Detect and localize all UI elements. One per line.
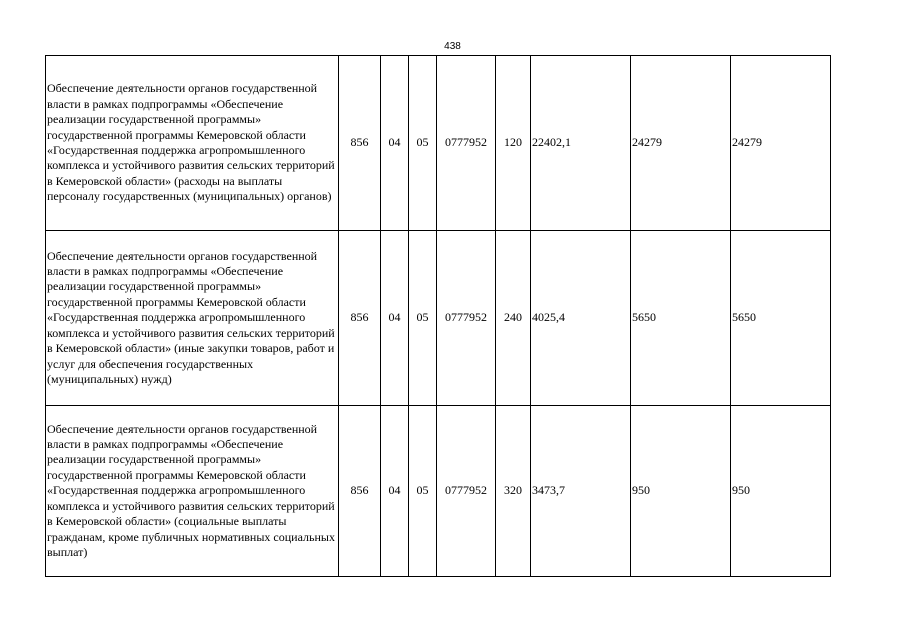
section-code: 04: [381, 406, 409, 577]
row-description: Обеспечение деятельности органов государственной власти в рамках подпрограммы «Обеспечение реализации государственной программы» государственной программы Кемеровской области «Государственная поддержка агропромышленного комплекса и устойчивого развития сельских территорий в Кемеровской области» (иные закупки товаров, работ и услуг для обеспечения государственных (муниципальных) нужд): [46, 231, 339, 406]
amount-3: 5650: [731, 231, 831, 406]
expense-type-code: 240: [496, 231, 531, 406]
section-code: 04: [381, 231, 409, 406]
subsection-code: 05: [409, 231, 437, 406]
section-code: 04: [381, 56, 409, 231]
amount-1: 3473,7: [531, 406, 631, 577]
amount-2: 950: [631, 406, 731, 577]
subsection-code: 05: [409, 406, 437, 577]
target-article-code: 0777952: [437, 231, 496, 406]
page-number: 438: [444, 41, 461, 52]
table-row: [46, 231, 831, 406]
amount-1: 22402,1: [531, 56, 631, 231]
target-article-code: 0777952: [437, 406, 496, 577]
row-description: Обеспечение деятельности органов государственной власти в рамках подпрограммы «Обеспечение реализации государственной программы» государственной программы Кемеровской области «Государственная поддержка агропромышленного комплекса и устойчивого развития сельских территорий в Кемеровской области» (социальные выплаты гражданам, кроме публичных нормативных социальных выплат): [46, 406, 339, 577]
amount-3: 950: [731, 406, 831, 577]
target-article-code: 0777952: [437, 56, 496, 231]
amount-2: 24279: [631, 56, 731, 231]
table-row: [46, 56, 831, 231]
expense-type-code: 320: [496, 406, 531, 577]
budget-table: [45, 55, 831, 577]
amount-3: 24279: [731, 56, 831, 231]
amount-1: 4025,4: [531, 231, 631, 406]
ministry-code: 856: [339, 406, 381, 577]
ministry-code: 856: [339, 231, 381, 406]
subsection-code: 05: [409, 56, 437, 231]
table-row: [46, 406, 831, 577]
ministry-code: 856: [339, 56, 381, 231]
expense-type-code: 120: [496, 56, 531, 231]
row-description: Обеспечение деятельности органов государственной власти в рамках подпрограммы «Обеспечение реализации государственной программы» государственной программы Кемеровской области «Государственная поддержка агропромышленного комплекса и устойчивого развития сельских территорий в Кемеровской области» (расходы на выплаты персоналу государственных (муниципальных) органов): [46, 56, 339, 231]
amount-2: 5650: [631, 231, 731, 406]
